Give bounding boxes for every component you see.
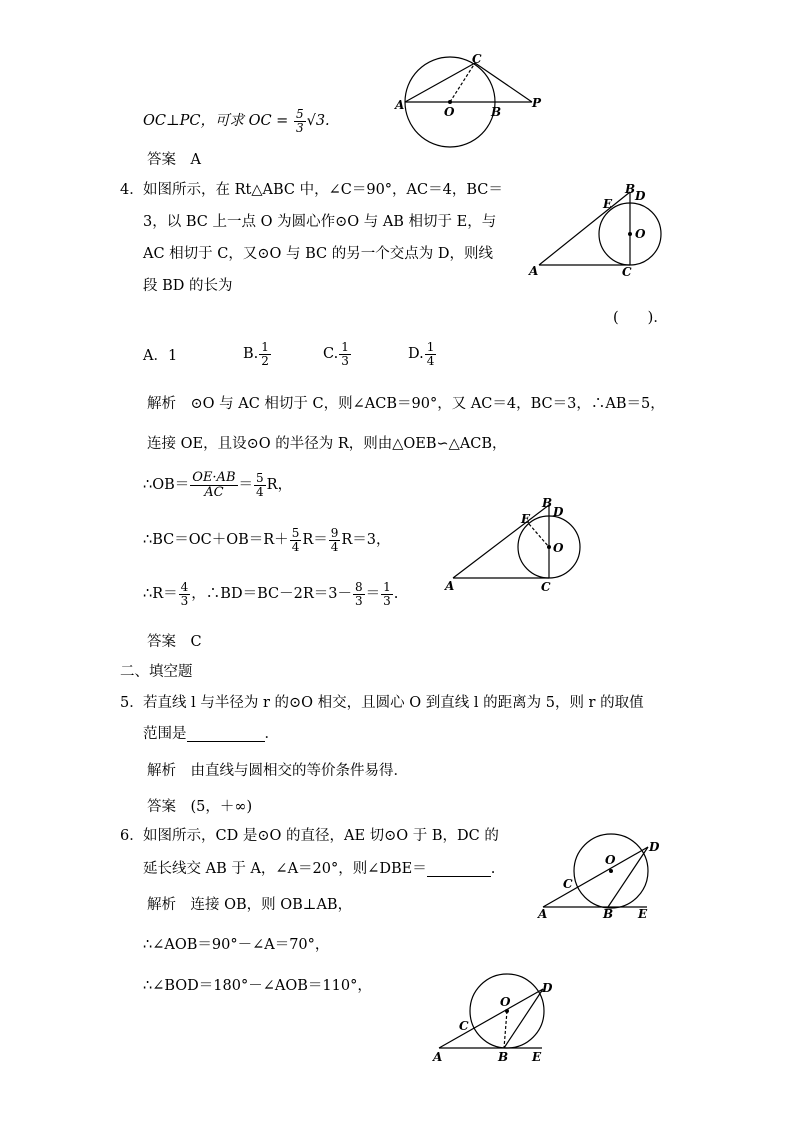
analysis-text: 连接 OB，则 OB⊥AB， — [190, 897, 353, 913]
q3-label-a: A — [395, 98, 405, 112]
q5-text-line2 — [143, 727, 279, 742]
q6a-label-d: D — [542, 981, 553, 995]
q3-conclusion — [143, 108, 330, 134]
q6-label-a: A — [538, 907, 548, 921]
q4a-label-b: B — [542, 496, 553, 510]
q3-sqrt: √3. — [306, 113, 330, 130]
q6-figure — [535, 827, 665, 922]
eq-text: ，∴BD＝BC－2R＝3－ — [191, 586, 352, 603]
q4-analysis-line1 — [147, 397, 665, 412]
analysis-label: 解析 — [147, 396, 176, 412]
option-den: 3 — [341, 353, 349, 368]
q6-text: . — [490, 861, 496, 877]
answer-value: C — [190, 634, 202, 650]
q5-answer — [147, 800, 252, 815]
q4a-label-c: C — [541, 580, 551, 594]
q5-number: 5． — [120, 695, 144, 711]
q6-analysis — [147, 898, 352, 913]
q4-text-line3: AC 相切于 C，又⊙O 与 BC 的另一个交点为 D，则线 — [143, 246, 493, 262]
eq-frac-num: 5 — [256, 471, 264, 486]
q6-answer-blank[interactable] — [427, 864, 491, 877]
q4-text-line2: 3，以 BC 上一点 O 为圆心作⊙O 与 AB 相切于 E，与 — [143, 214, 497, 230]
q3-frac-num: 5 — [295, 107, 304, 121]
q6a-label-o: O — [500, 995, 511, 1009]
q4a-label-e: E — [521, 512, 531, 526]
q4-label-a: A — [529, 264, 539, 278]
q6-text: 延长线交 AB 于 A，∠A＝20°，则∠DBE＝ — [143, 861, 427, 877]
q6-number: 6． — [120, 828, 144, 844]
q4-option-c — [323, 341, 352, 367]
q5-answer-blank[interactable] — [187, 729, 265, 742]
q6-label-e: E — [638, 907, 648, 921]
answer-value: A — [190, 152, 201, 168]
eq-frac-den: 4 — [330, 539, 339, 554]
answer-label: 答案 — [147, 634, 176, 650]
eq-frac-den: 3 — [354, 593, 363, 608]
option-label: D. — [408, 346, 424, 363]
q4-figure — [525, 182, 675, 282]
eq-frac-den: AC — [204, 484, 224, 500]
q4-eq2 — [143, 527, 391, 553]
eq-text: R＝3， — [341, 532, 391, 549]
analysis-text: 由直线与圆相交的等价条件易得． — [190, 763, 408, 779]
q3-figure — [395, 52, 545, 122]
q3-fraction — [294, 108, 306, 134]
eq-frac-num: 1 — [383, 580, 391, 594]
q4-analysis-figure — [443, 496, 593, 596]
q5-analysis — [147, 764, 408, 779]
q4-label-c: C — [622, 265, 632, 279]
eq-frac-den: 3 — [180, 593, 189, 608]
q6a-label-c: C — [459, 1019, 469, 1033]
q4a-label-a: A — [445, 579, 455, 593]
q3-conclusion-text: OC⊥PC，可求 OC = — [143, 113, 289, 130]
answer-value: (5，＋∞) — [190, 799, 253, 815]
eq-text: R， — [266, 477, 293, 494]
eq-frac-den: 4 — [291, 539, 300, 554]
eq-frac-den: 4 — [256, 484, 264, 499]
q3-label-b: B — [491, 105, 502, 119]
q3-label-p: P — [532, 96, 542, 110]
q4-option-d — [408, 341, 437, 367]
q3-frac-den: 3 — [295, 120, 304, 135]
eq-text: R＝ — [302, 532, 328, 549]
eq-text: ∴OB＝ — [143, 477, 190, 494]
q3-answer — [147, 153, 201, 168]
q4-label-d: D — [635, 189, 646, 203]
q6-text-line1: 如图所示，CD 是⊙O 的直径，AE 切⊙O 于 B，DC 的 — [143, 828, 499, 844]
q4-option-b — [243, 341, 272, 367]
eq-frac-den: 3 — [383, 593, 391, 608]
q4a-label-o: O — [553, 541, 564, 555]
option-label: B. — [243, 346, 259, 363]
q4-eq1 — [143, 471, 292, 499]
eq-frac-num: 5 — [291, 526, 300, 540]
eq-frac-num: 4 — [180, 580, 189, 594]
q4-number: 4． — [120, 182, 144, 198]
option-den: 4 — [426, 353, 435, 368]
q4-answer-paren: ( )． — [613, 310, 668, 326]
q4-analysis-line2: 连接 OE，且设⊙O 的半径为 R，则由△OEB∽△ACB， — [147, 436, 507, 452]
eq-text: ＝ — [238, 477, 254, 494]
q6-label-c: C — [563, 877, 573, 891]
q4-answer — [147, 635, 202, 650]
q5-text: ． — [264, 726, 279, 742]
q5-text: 范围是 — [143, 726, 187, 742]
q6a-label-e: E — [532, 1050, 542, 1064]
q4-eq3 — [143, 581, 398, 607]
q6-text-line2 — [143, 862, 495, 877]
q4-option-a: A．1 — [143, 348, 178, 364]
q4-text-line4: 段 BD 的长为 — [143, 278, 233, 294]
q6-eq1: ∴∠AOB＝90°－∠A＝70°， — [143, 937, 330, 953]
q6-label-b: B — [603, 907, 614, 921]
q4-text-line1: 如图所示，在 Rt△ABC 中，∠C＝90°，AC＝4，BC＝ — [143, 182, 503, 198]
q6-analysis-figure — [430, 970, 560, 1065]
eq-frac-num: 8 — [354, 580, 363, 594]
option-num: 1 — [261, 340, 269, 354]
option-num: 1 — [426, 340, 435, 354]
q3-label-o: O — [444, 105, 455, 119]
q4-label-b: B — [625, 182, 636, 196]
eq-text: . — [393, 586, 399, 603]
answer-label: 答案 — [147, 799, 176, 815]
q4-label-o: O — [635, 227, 646, 241]
q6a-label-a: A — [433, 1050, 443, 1064]
q6-eq2: ∴∠BOD＝180°－∠AOB＝110°， — [143, 978, 372, 994]
q6a-label-b: B — [498, 1050, 509, 1064]
eq-text: ∴BC＝OC＋OB＝R＋ — [143, 532, 289, 549]
eq-text: ＝ — [365, 586, 381, 603]
analysis-label: 解析 — [147, 897, 176, 913]
section-title: 二、填空题 — [120, 664, 193, 680]
eq-text: ∴R＝ — [143, 586, 178, 603]
q6-label-o: O — [605, 853, 616, 867]
q5-text-line1: 若直线 l 与半径为 r 的⊙O 相交，且圆心 O 到直线 l 的距离为 5，则 r 的取值 — [143, 695, 644, 711]
analysis-text: ⊙O 与 AC 相切于 C，则∠ACB＝90°，又 AC＝4，BC＝3，∴AB＝5， — [190, 396, 665, 412]
q4-label-e: E — [603, 197, 613, 211]
eq-frac-num: OE·AB — [192, 470, 236, 485]
eq-frac-num: 9 — [330, 526, 339, 540]
q6-label-d: D — [649, 840, 660, 854]
answer-label: 答案 — [147, 152, 176, 168]
option-den: 2 — [261, 353, 269, 368]
option-label: C. — [323, 346, 339, 363]
option-num: 1 — [341, 340, 349, 354]
q3-label-c: C — [472, 52, 482, 66]
q4a-label-d: D — [553, 505, 564, 519]
analysis-label: 解析 — [147, 763, 176, 779]
